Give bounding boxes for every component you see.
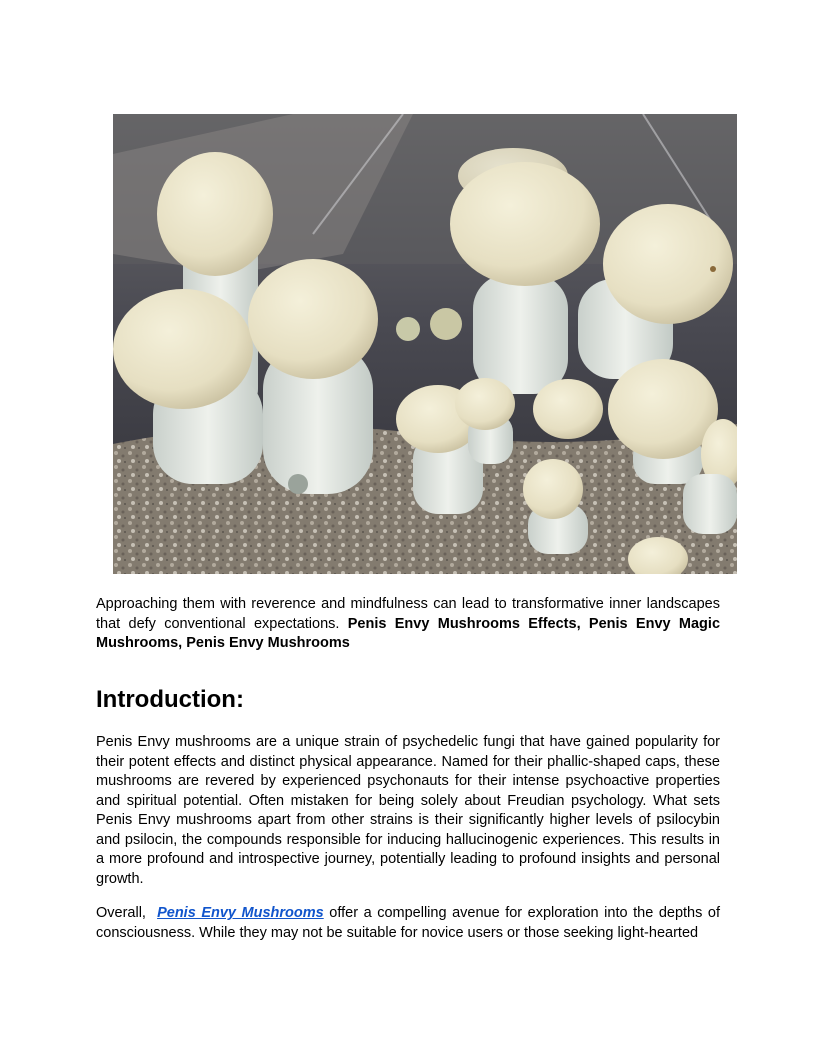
paragraph-intro-text: Approaching them with reverence and mindfulness can lead to transformative inner landscapes that defy conventional expectations. [96, 596, 720, 632]
paragraph-overall [96, 904, 720, 943]
paragraph-introduction-body: Penis Envy mushrooms are a unique strain of psychedelic fungi that have gained popularity for their potent effects and distinct physical appearance. Named for their phallic-shaped caps, these mushrooms are revered by experienced psychonauts for their intense psychoactive properties and spiritual potential. Often mistaken for being solely about Freudian psychology. What sets Penis Envy mushrooms apart from other strains is their significantly higher levels of psilocybin and psilocin, the compounds responsible for inducing hallucinogenic experiences. This results in a more profound and introspective journey, potentially leading to profound insights and personal growth. [96, 734, 720, 887]
mushroom-photo-icon [113, 114, 737, 574]
section-heading: Introduction: [96, 686, 244, 713]
paragraph-overall-prefix: Overall, [96, 905, 158, 921]
penis-envy-mushrooms-link[interactable]: Penis Envy Mushrooms [157, 905, 324, 921]
paragraph-intro-keywords: Penis Envy Mushrooms Effects, Penis Envy Magic Mushrooms, Penis Envy Mushrooms [96, 615, 721, 651]
paragraph-overall-suffix: offer a compelling avenue for exploration into the depths of consciousness. While they may not be suitable for novice users or those seeking light-hearted [96, 905, 721, 941]
paragraph-intro [96, 595, 720, 654]
mushroom-photo [113, 114, 737, 574]
